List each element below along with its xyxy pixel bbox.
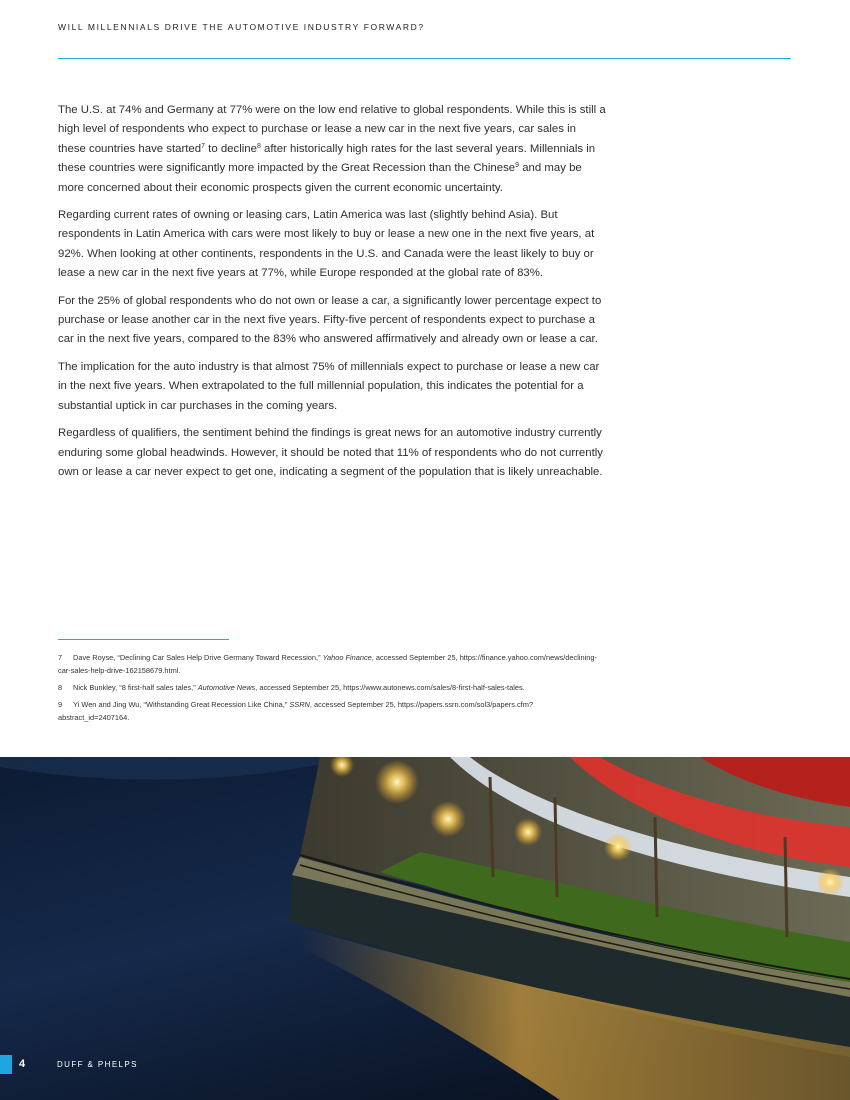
paragraph-1: The U.S. at 74% and Germany at 77% were on the low end relative to global respondents. While this is still a high level of respondents who expect to purchase or lease a new car in the next five years, car sales in these countries have started$^7$ to decline$^8$ after historically high rates for the last several years. Millennials in these countries were significantly more impacted by the Great Recession than the Chinese$^9$ and may be more concerned about their economic prospects given the current economic uncertainty.	[58, 104, 606, 194]
page-number-badge	[0, 1055, 12, 1074]
body-text	[58, 101, 606, 490]
footnote-7: 7 Dave Royse, “Declining Car Sales Help Drive Germany Toward Recession,” Yahoo Finance, accessed September 25, https://finance.yahoo.com/news/declining-car-sales-help-drive-162158679.html.	[58, 653, 597, 675]
page-header-title: WILL MILLENNIALS DRIVE THE AUTOMOTIVE INDUSTRY FORWARD?	[58, 22, 425, 32]
footnote-ref-8[interactable]: 8	[256, 142, 261, 150]
brand-name: DUFF & PHELPS	[57, 1060, 138, 1069]
waterfront-night-photo	[0, 757, 850, 1100]
paragraph-5: Regardless of qualifiers, the sentiment behind the findings is great news for an automotive industry currently enduring some global headwinds. However, it should be noted that 11% of respondents who do not currently own or lease a car never expect to get one, indicating a segment of the population that is likely unreachable.	[58, 427, 603, 478]
page-number: 4	[19, 1058, 26, 1070]
footnote-divider	[58, 639, 229, 640]
paragraph-2: Regarding current rates of owning or leasing cars, Latin America was last (slightly behind Asia). But respondents in Latin America with cars were most likely to buy or lease a new one in the next five years, at 92%. When looking at other continents, respondents in the U.S. and Canada were the least likely to buy or lease a new car in the next five years at 77%, while Europe responded at the global rate of 83%.	[58, 209, 595, 280]
footnote-ref-7[interactable]: 7	[201, 142, 206, 150]
footnote-ref-9[interactable]: 9	[515, 162, 520, 170]
header-divider	[58, 58, 791, 59]
paragraph-4: The implication for the auto industry is that almost 75% of millennials expect to purchase or lease a new car in the next five years. When extrapolated to the full millennial population, this indicates the potential for a substantial uptick in car purchases in the coming years.	[58, 360, 600, 412]
footnote-8: 8 Nick Bunkley, “8 first-half sales tales,” Automotive News, accessed September 25, https://www.autonews.com/sales/8-first-half-sales-tales.	[58, 683, 525, 692]
footnotes	[58, 651, 598, 728]
footnote-9: 9 Yi Wen and Jing Wu, “Withstanding Great Recession Like China,” SSRN, accessed September 25, https://papers.ssrn.com/sol3/papers.cfm?abstract_id=2407164.	[58, 700, 533, 722]
paragraph-3: For the 25% of global respondents who do not own or lease a car, a significantly lower percentage expect to purchase or lease another car in the next five years. Fifty-five percent of respondents expect to purchase a car in the next five years, compared to the 83% who answered affirmatively and already own or lease a car.	[58, 294, 602, 346]
